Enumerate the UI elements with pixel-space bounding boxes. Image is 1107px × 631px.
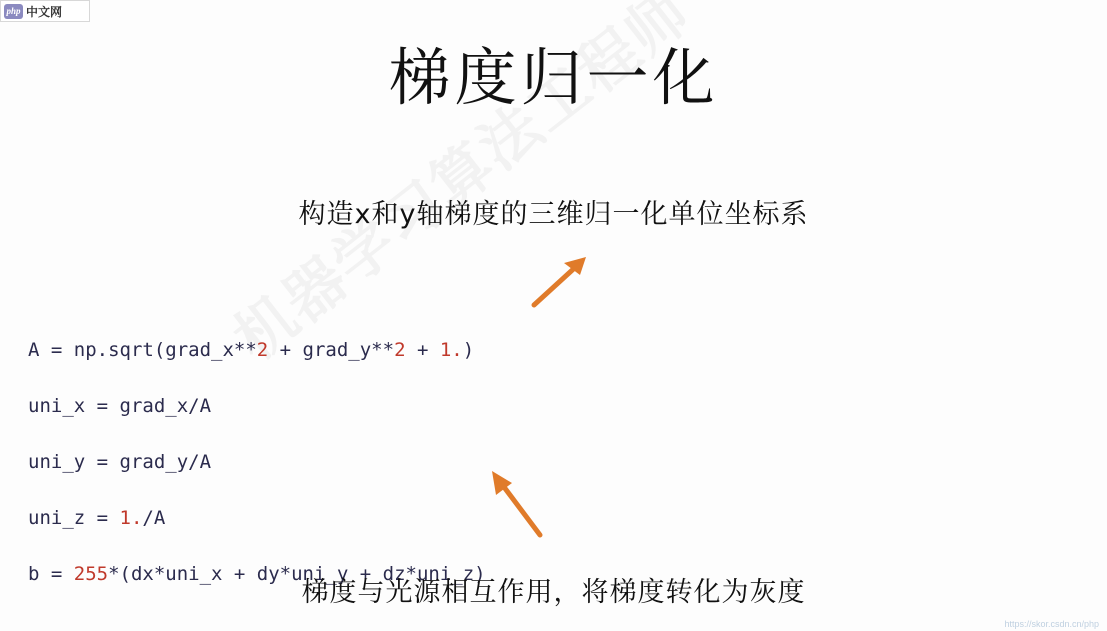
arrow-pointing-to-code-top: [524, 253, 594, 313]
code-line: [28, 504, 486, 532]
code-line-text: A = np.sqrt(grad_x**2 + grad_y**2 + 1.): [28, 339, 475, 361]
code-line-text: uni_y = grad_y/A: [28, 451, 212, 473]
code-line-text: uni_z = 1./A: [28, 507, 166, 529]
code-line: [28, 336, 486, 364]
site-logo: [0, 0, 90, 22]
code-line: [28, 448, 486, 476]
code-line-text: b = 255*(dx*uni_x + dy*uni_y + dz*uni_z): [28, 563, 486, 585]
php-logo-icon: php: [4, 4, 23, 19]
page-title: 梯度归一化: [388, 41, 719, 114]
code-line-text: uni_x = grad_x/A: [28, 395, 212, 417]
subtitle-bottom: 梯度与光源相互作用，将梯度转化为灰度: [301, 577, 806, 608]
footer-url: https://skor.csdn.cn/php: [1004, 619, 1099, 629]
arrow-pointing-to-code-bottom: [484, 463, 564, 543]
code-line: [28, 392, 486, 420]
subtitle-top: 构造x和y轴梯度的三维归一化单位坐标系: [298, 199, 809, 230]
site-logo-label: 中文网: [26, 4, 63, 19]
